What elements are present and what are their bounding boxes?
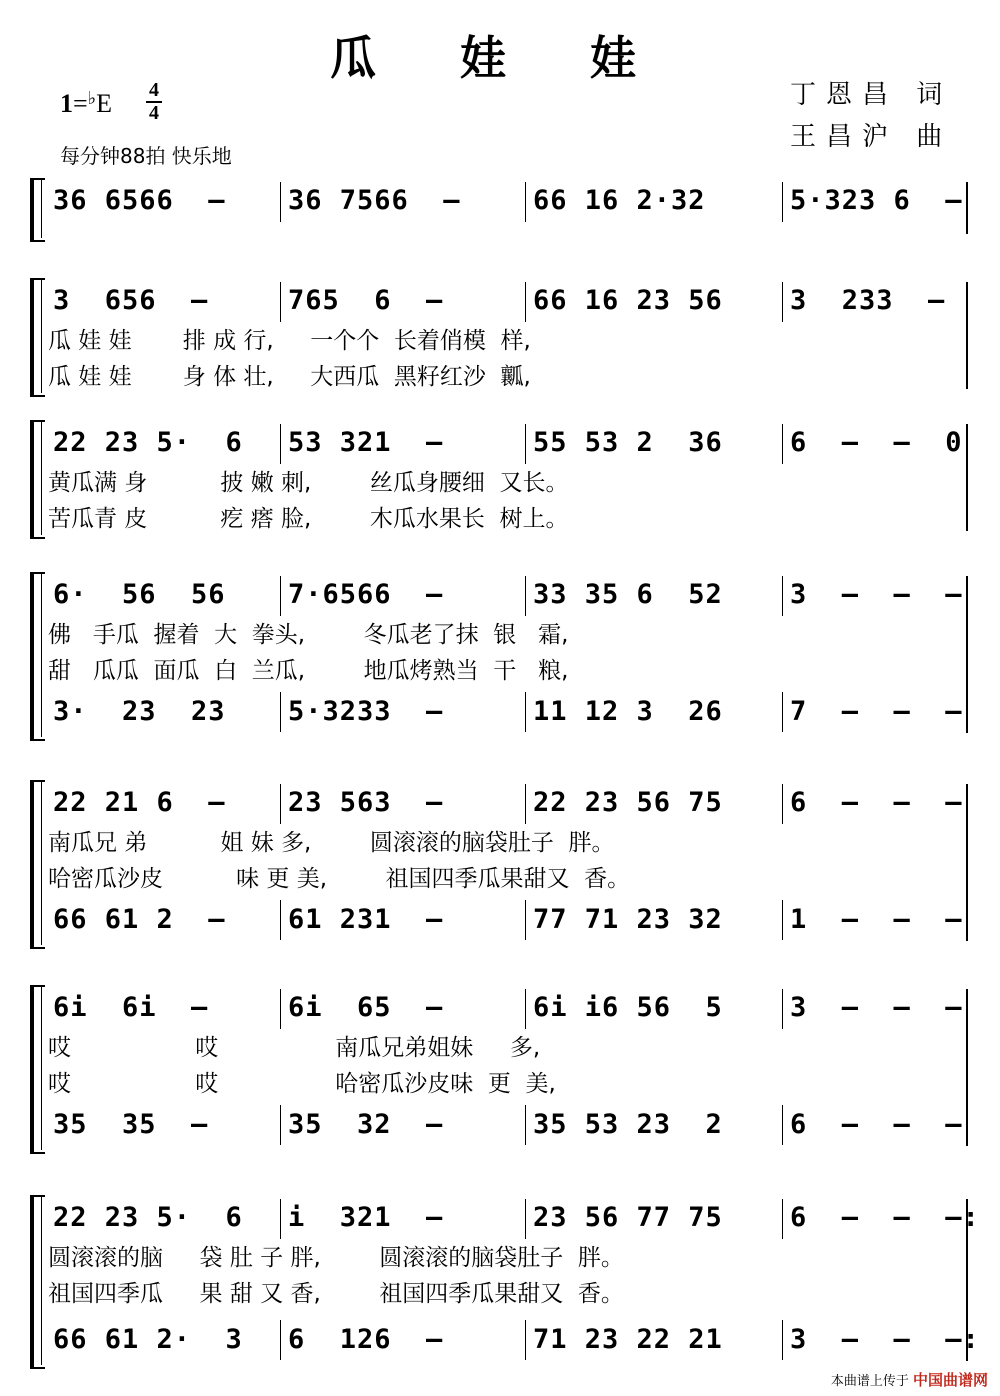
system-bracket <box>30 572 45 741</box>
footer-credit: 本曲谱上传于 中国曲谱网 <box>830 1371 988 1389</box>
melody-measure: 6 – – – <box>790 787 998 818</box>
melody-measure: i 321 – <box>288 1202 478 1233</box>
barline <box>525 576 526 616</box>
harmony-measure: 3· 23 23 <box>53 696 243 727</box>
score-system <box>0 985 1000 1150</box>
barline <box>525 900 526 940</box>
barline <box>280 900 281 940</box>
barline <box>525 692 526 732</box>
barline <box>525 1320 526 1360</box>
score-system <box>0 178 1000 238</box>
lyrics-verse-1: 黄瓜满 身 披 嫩 刺, 丝瓜身腰细 又长。 <box>48 470 569 496</box>
barline <box>280 692 281 732</box>
system-barline-start <box>41 422 42 535</box>
melody-measure: 7·6566 – <box>288 579 478 610</box>
system-barline-start <box>41 1197 42 1365</box>
melody-measure: 3 233 – <box>790 285 980 316</box>
score-system <box>0 278 1000 393</box>
melody-measure: 6i 65 – <box>288 992 478 1023</box>
system-bracket <box>30 985 45 1154</box>
lyrics-verse-2: 苦瓜青 皮 疙 瘩 脸, 木瓜水果长 树上。 <box>48 506 569 532</box>
barline <box>525 282 526 322</box>
barline <box>782 1105 783 1145</box>
melody-measure: 6i i6 56 5 <box>533 992 741 1023</box>
harmony-measure: 5·3233 – <box>288 696 478 727</box>
barline <box>525 1199 526 1239</box>
lyrics-verse-2: 甜 瓜瓜 面瓜 白 兰瓜, 地瓜烤熟当 干 粮, <box>48 658 569 684</box>
song-title: 瓜 娃 娃 <box>329 31 671 85</box>
melody-measure: 6· 56 56 <box>53 579 243 610</box>
system-barline-start <box>41 574 42 737</box>
melody-measure: 5·323 6 – <box>790 185 998 216</box>
melody-measure: 23 563 – <box>288 787 478 818</box>
score-system <box>0 572 1000 737</box>
system-bracket <box>30 178 45 242</box>
barline <box>280 576 281 616</box>
barline <box>782 1199 783 1239</box>
melody-measure: 33 35 6 52 <box>533 579 741 610</box>
barline <box>525 784 526 824</box>
melody-measure: 765 6 – <box>288 285 478 316</box>
harmony-measure: 11 12 3 26 <box>533 696 741 727</box>
melody-measure: 36 6566 – <box>53 185 261 216</box>
melody-measure: 22 23 56 75 <box>533 787 741 818</box>
key-signature: 1=♭E <box>60 88 113 118</box>
barline <box>280 1320 281 1360</box>
barline <box>280 784 281 824</box>
lyrics-verse-2: 祖国四季瓜 果 甜 又 香, 祖国四季瓜果甜又 香。 <box>48 1281 624 1307</box>
lyrics-verse-1: 瓜 娃 娃 排 成 行, 一个个 长着俏模 样, <box>48 328 531 354</box>
lyrics-verse-1: 南瓜兄 弟 姐 妹 多, 圆滚滚的脑袋肚子 胖。 <box>48 830 615 856</box>
barline <box>782 989 783 1029</box>
harmony-measure: 3 – – –: <box>790 1324 980 1355</box>
lyrics-verse-2: 哈密瓜沙皮 味 更 美, 祖国四季瓜果甜又 香。 <box>48 866 631 892</box>
lyrics-verse-1: 佛 手瓜 握着 大 拳头, 冬瓜老了抹 银 霜, <box>48 622 569 648</box>
melody-measure: 6 – – –: <box>790 1202 980 1233</box>
barline <box>782 576 783 616</box>
system-barline-start <box>41 987 42 1150</box>
barline <box>280 1199 281 1239</box>
system-barline-start <box>41 280 42 393</box>
barline <box>280 989 281 1029</box>
barline <box>782 182 783 222</box>
score-system <box>0 420 1000 535</box>
lyrics-verse-2: 哎 哎 哈密瓜沙皮味 更 美, <box>48 1071 556 1097</box>
barline <box>782 1320 783 1360</box>
melody-measure: 55 53 2 36 <box>533 427 741 458</box>
time-signature: 4 4 <box>146 80 162 124</box>
melody-measure: 3 – – – <box>790 992 998 1023</box>
score-system <box>0 1195 1000 1365</box>
composer-credit: 王昌沪 曲 <box>790 122 953 152</box>
harmony-measure: 66 61 2· 3 <box>53 1324 261 1355</box>
harmony-measure: 1 – – – <box>790 904 998 935</box>
barline <box>280 282 281 322</box>
harmony-measure: 66 61 2 – <box>53 904 261 935</box>
melody-measure: 23 56 77 75 <box>533 1202 741 1233</box>
harmony-measure: 61 231 – <box>288 904 478 935</box>
harmony-measure: 71 23 22 21 <box>533 1324 741 1355</box>
lyrics-verse-2: 瓜 娃 娃 身 体 壮, 大西瓜 黑籽红沙 瓤, <box>48 364 531 390</box>
melody-measure: 66 16 23 56 <box>533 285 741 316</box>
barline <box>525 989 526 1029</box>
score-system <box>0 780 1000 945</box>
barline <box>782 900 783 940</box>
melody-measure: 3 – – – <box>790 579 998 610</box>
barline <box>782 692 783 732</box>
system-bracket <box>30 278 45 397</box>
system-bracket <box>30 420 45 539</box>
barline <box>280 424 281 464</box>
harmony-measure: 35 32 – <box>288 1109 478 1140</box>
barline <box>280 1105 281 1145</box>
barline <box>782 282 783 322</box>
harmony-measure: 7 – – – <box>790 696 998 727</box>
barline <box>782 784 783 824</box>
harmony-measure: 6 – – – <box>790 1109 998 1140</box>
barline <box>280 182 281 222</box>
harmony-measure: 77 71 23 32 <box>533 904 741 935</box>
lyrics-verse-1: 哎 哎 南瓜兄弟姐妹 多, <box>48 1035 541 1061</box>
melody-measure: 36 7566 – <box>288 185 496 216</box>
melody-measure: 6i 6i – <box>53 992 243 1023</box>
melody-measure: 3 656 – <box>53 285 243 316</box>
system-barline-start <box>41 782 42 945</box>
barline <box>782 424 783 464</box>
melody-measure: 22 23 5· 6 <box>53 1202 261 1233</box>
melody-measure: 22 23 5· 6 <box>53 427 261 458</box>
tempo-marking: 每分钟88拍 快乐地 <box>60 144 232 168</box>
lyricist-credit: 丁恩昌 词 <box>790 80 953 110</box>
melody-measure: 6 – – 0 <box>790 427 998 458</box>
harmony-measure: 35 35 – <box>53 1109 243 1140</box>
melody-measure: 53 321 – <box>288 427 478 458</box>
system-bracket <box>30 1195 45 1369</box>
harmony-measure: 6 126 – <box>288 1324 478 1355</box>
barline <box>525 1105 526 1145</box>
melody-measure: 66 16 2·32 <box>533 185 741 216</box>
melody-measure: 22 21 6 – <box>53 787 261 818</box>
system-bracket <box>30 780 45 949</box>
barline <box>525 424 526 464</box>
barline <box>525 182 526 222</box>
harmony-measure: 35 53 23 2 <box>533 1109 741 1140</box>
lyrics-verse-1: 圆滚滚的脑 袋 肚 子 胖, 圆滚滚的脑袋肚子 胖。 <box>48 1245 624 1271</box>
system-barline-start <box>41 180 42 238</box>
